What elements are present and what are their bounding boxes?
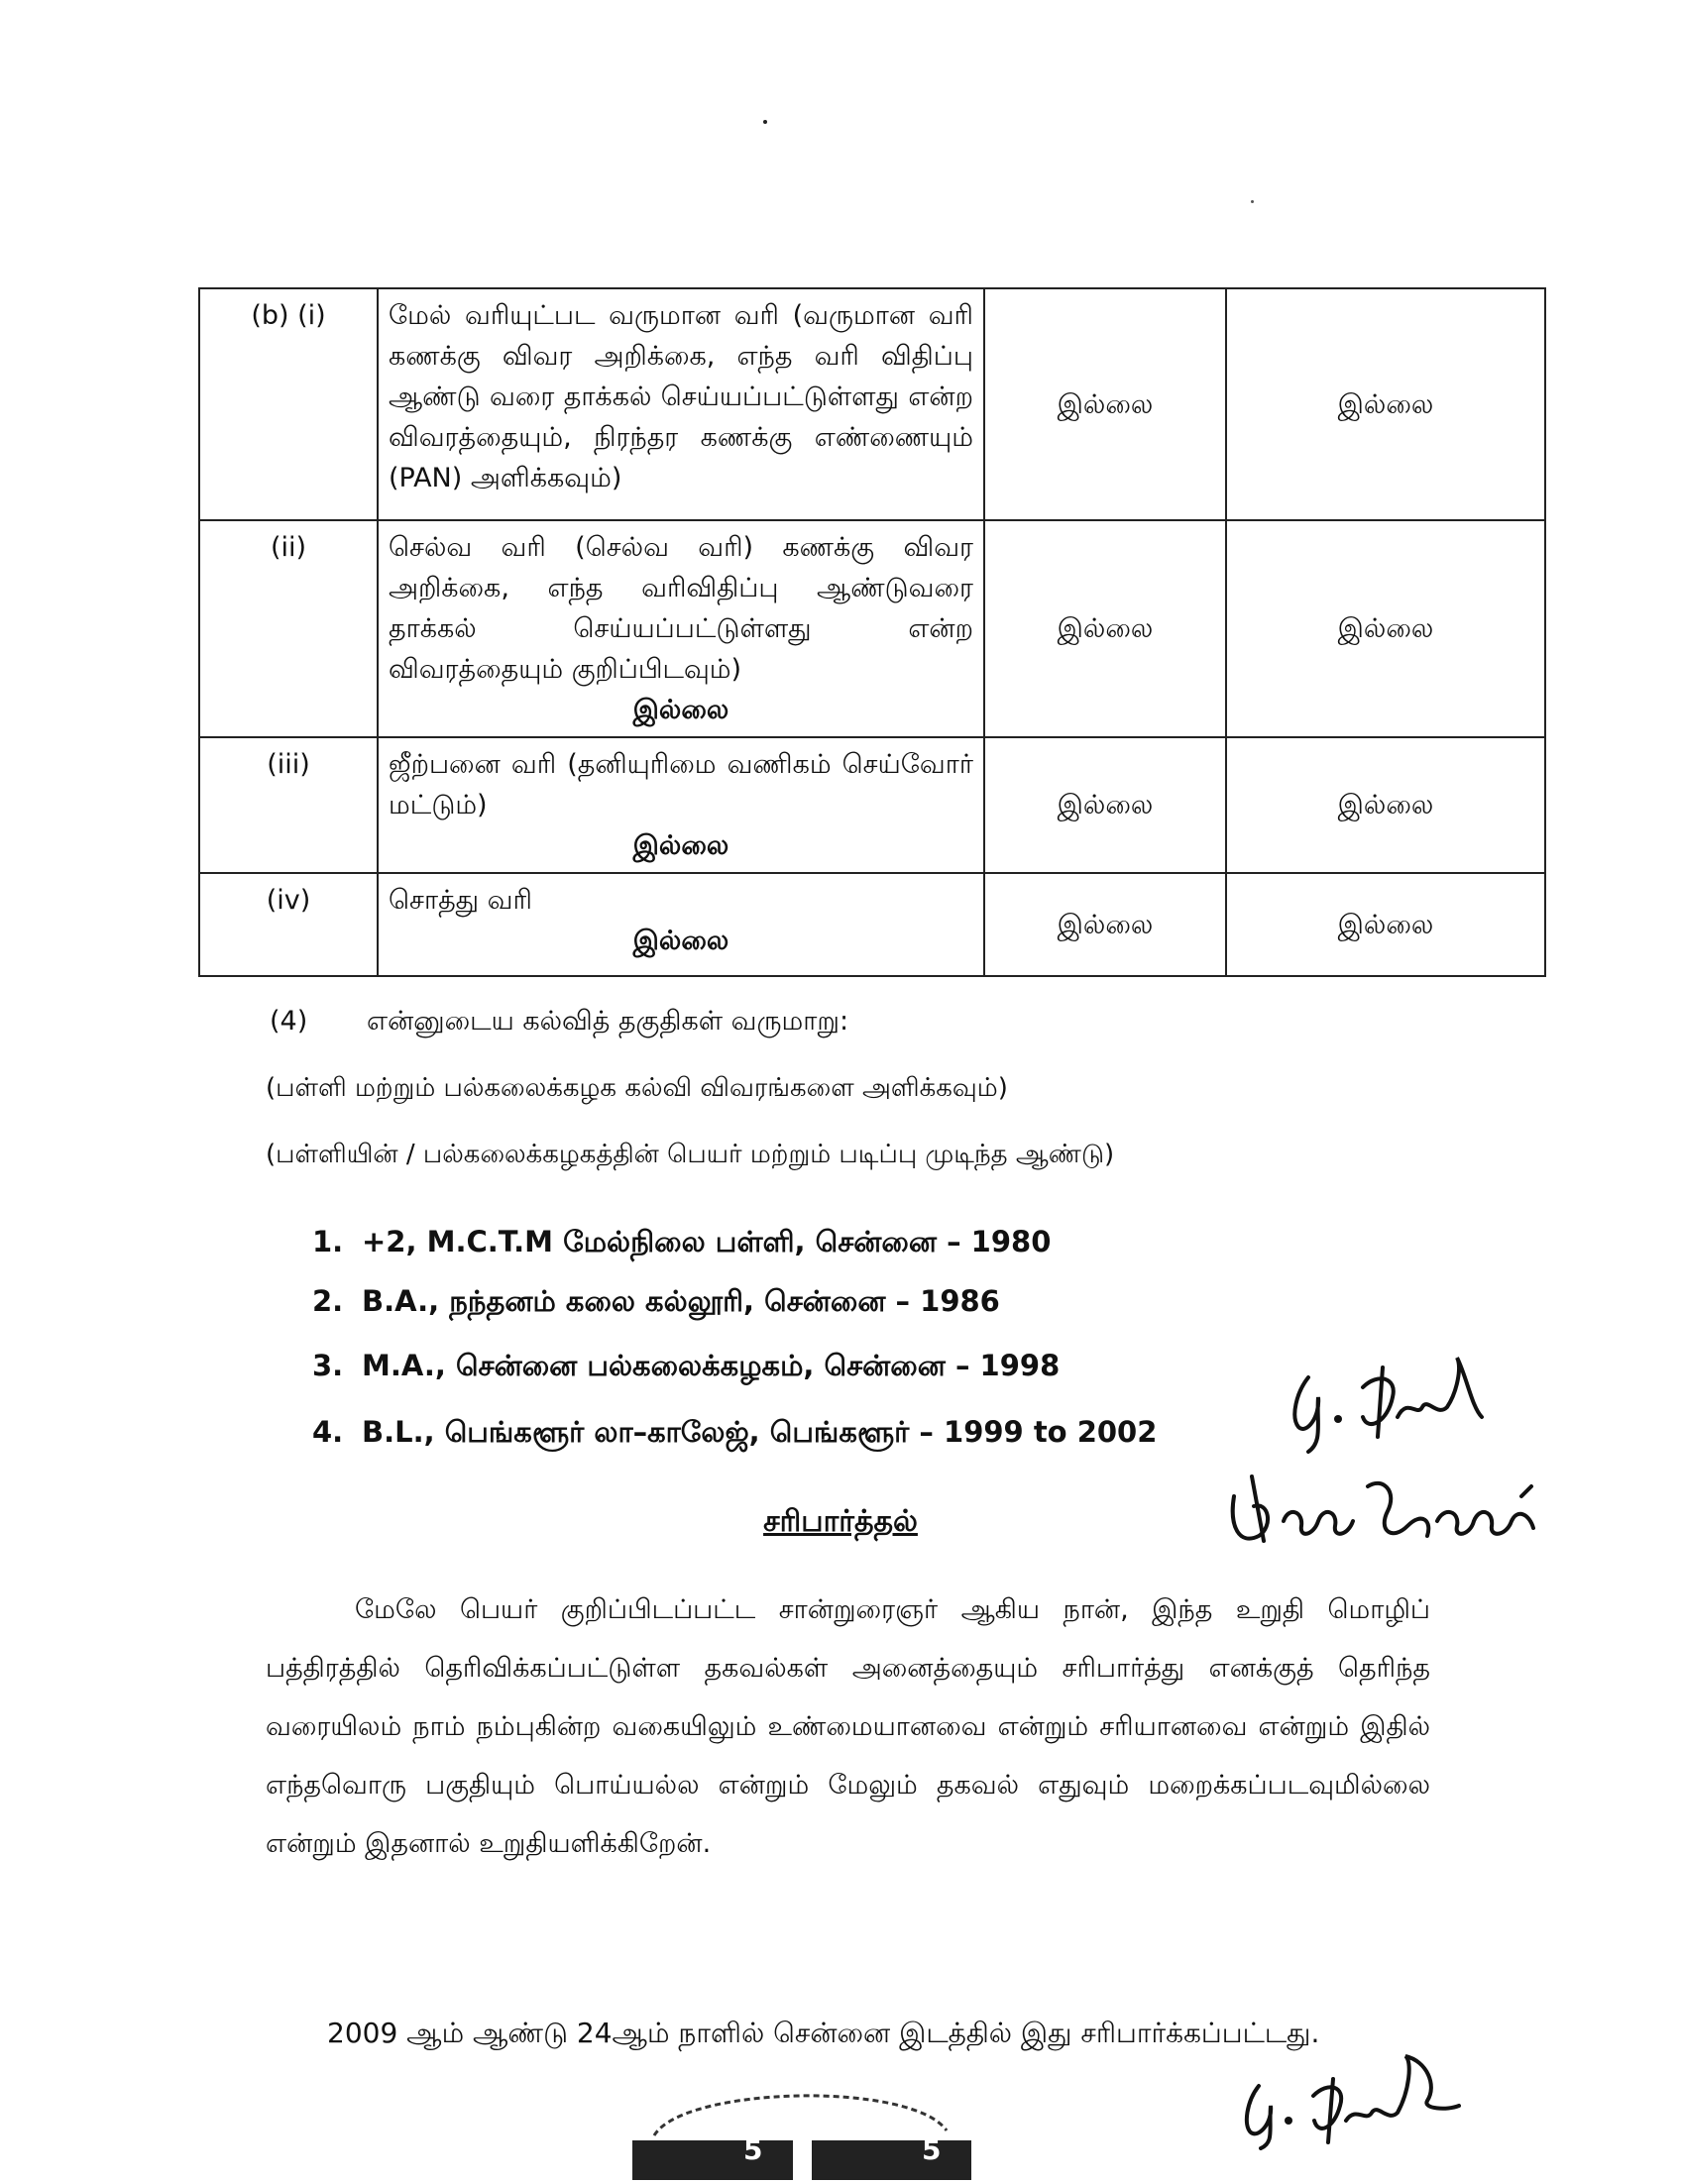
list-item-number: 1. — [312, 1225, 344, 1258]
list-item — [312, 1349, 1060, 1386]
list-item — [312, 1225, 1051, 1262]
verification-date-line: 2009 ஆம் ஆண்டு 24ஆம் நாளில் சென்னை இடத்தில் இது சரிபார்க்கப்பட்டது. — [327, 2017, 1320, 2049]
row-description — [378, 873, 984, 976]
verification-title: சரிபார்த்தல் — [763, 1504, 918, 1539]
row-value-b: இல்லை — [1226, 873, 1545, 976]
row-number: (iii) — [199, 737, 378, 873]
list-item-text: B.A., நந்தனம் கலை கல்லூரி, சென்னை – 1986 — [362, 1284, 1000, 1318]
list-item — [312, 1415, 1157, 1453]
row-value-a: இல்லை — [984, 520, 1226, 737]
row-value-b: இல்லை — [1226, 737, 1545, 873]
row-description-nil: இல்லை — [632, 926, 729, 956]
list-item-number: 3. — [312, 1349, 344, 1382]
row-description — [378, 520, 984, 737]
education-note: (பள்ளி மற்றும் பல்கலைக்கழக கல்வி விவரங்களை அளிக்கவும்) — [266, 1073, 1008, 1103]
row-description — [378, 737, 984, 873]
row-description-text: செல்வ வரி (செல்வ வரி) கணக்கு விவர அறிக்கை, எந்த வரிவிதிப்பு ஆண்டுவரை தாக்கல் செய்யப்பட்டுள்ளது என்ற விவரத்தையும் குறிப்பிடவும்) — [389, 532, 973, 685]
row-value-a: இல்லை — [984, 873, 1226, 976]
list-item-number: 2. — [312, 1284, 344, 1318]
scan-speck — [763, 120, 767, 124]
tax-details-table — [198, 287, 1546, 977]
court-fee-stamps — [605, 2076, 991, 2180]
row-value-a: இல்லை — [984, 737, 1226, 873]
row-number: (b) (i) — [199, 288, 378, 520]
row-description-nil: இல்லை — [632, 695, 729, 725]
list-item-text: B.L., பெங்களூர் லா–காலேஜ், பெங்களூர் – 1999 to 2002 — [362, 1415, 1158, 1449]
row-description — [378, 288, 984, 520]
section-heading: என்னுடைய கல்வித் தகுதிகள் வருமாறு: — [367, 1006, 849, 1037]
education-note: (பள்ளியின் / பல்கலைக்கழகத்தின் பெயர் மற்றும் படிப்பு முடிந்த ஆண்டு) — [266, 1140, 1115, 1169]
section-number: (4) — [270, 1006, 308, 1037]
row-description-nil: இல்லை — [632, 830, 729, 861]
verification-body: மேலே பெயர் குறிப்பிடப்பட்ட சான்றுரைஞர் ஆகிய நான், இந்த உறுதி மொழிப் பத்திரத்தில் தெரிவிக்கப்பட்டுள்ள தகவல்கள் அனைத்தையும் சரிபார்த்து எனக்குத் தெரிந்த வரையிலம் நாம் நம்புகின்ற வகையிலும் உண்மையானவை என்றும் சரியானவை என்றும் இதில் எந்தவொரு பகுதியும் பொய்யல்ல என்றும் மேலும் தகவல் எதுவும் மறைக்கப்படவுமில்லை என்றும் இதனால் உறுதியளிக்கிறேன். — [266, 1594, 1430, 1859]
row-description-text: ஜீற்பனை வரி (தனியுரிமை வணிகம் செய்வோர் மட்டும்) — [389, 749, 973, 820]
table-row — [199, 288, 1545, 520]
list-item-text: M.A., சென்னை பல்கலைக்கழகம், சென்னை – 1998 — [362, 1349, 1061, 1382]
stamp-value: 5 — [743, 2133, 763, 2166]
row-value-b: இல்லை — [1226, 520, 1545, 737]
list-item — [312, 1284, 1000, 1322]
row-number: (ii) — [199, 520, 378, 737]
table-row — [199, 737, 1545, 873]
row-number: (iv) — [199, 873, 378, 976]
list-item-text: +2, M.C.T.M மேல்நிலை பள்ளி, சென்னை – 1980 — [362, 1225, 1052, 1258]
row-description-text: மேல் வரியுட்பட வருமான வரி (வருமான வரி கணக்கு விவர அறிக்கை, எந்த வரி விதிப்பு ஆண்டு வரை தாக்கல் செய்யப்பட்டுள்ளது என்ற விவரத்தையும், நிரந்தர கணக்கு எண்ணையும் (PAN) அளிக்கவும்) — [389, 300, 973, 493]
list-item-number: 4. — [312, 1415, 344, 1449]
handwritten-signature — [1269, 1348, 1546, 1457]
table-row — [199, 520, 1545, 737]
scan-speck — [1251, 200, 1254, 203]
table-row — [199, 873, 1545, 976]
row-description-text: சொத்து வரி — [389, 885, 532, 916]
row-value-b: இல்லை — [1226, 288, 1545, 520]
stamp-value: 5 — [922, 2133, 942, 2166]
handwritten-signature — [1229, 2051, 1487, 2150]
row-value-a: இல்லை — [984, 288, 1226, 520]
